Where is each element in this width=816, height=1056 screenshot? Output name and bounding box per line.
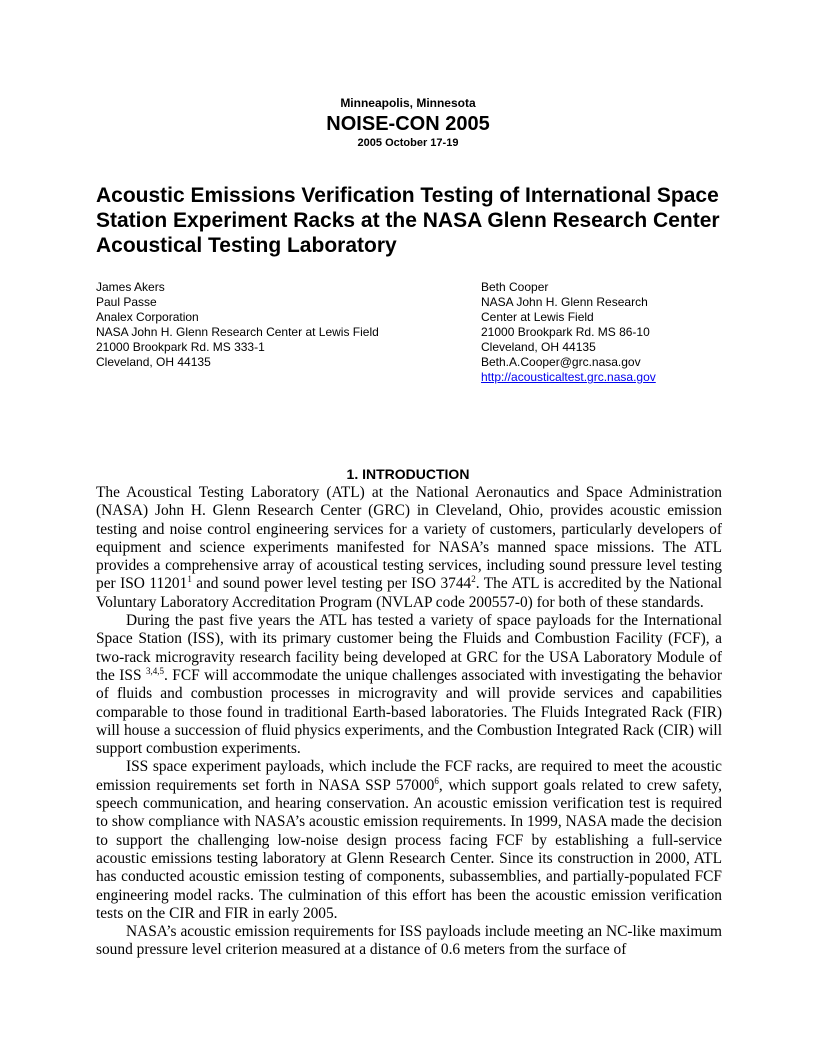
author-address: Cleveland, OH 44135 [96,355,211,369]
author-affiliation: Analex Corporation [96,310,199,324]
authors-right-block [481,280,656,385]
author-affiliation: Center at Lewis Field [481,310,594,324]
author-address: 21000 Brookpark Rd. MS 86-10 [481,325,650,339]
author-affiliation: NASA John H. Glenn Research Center at Lewis Field [96,325,379,339]
conference-date: 2005 October 17-19 [357,137,459,149]
author-email: Beth.A.Cooper@grc.nasa.gov [481,355,641,369]
citation-superscript: 1 [187,574,192,585]
author-address: 21000 Brookpark Rd. MS 333-1 [96,340,265,354]
conference-city: Minneapolis, Minnesota [340,96,476,110]
paragraph: During the past five years the ATL has tested a variety of space payloads for the International Space Station (ISS), with its primary customer being the Fluids and Combustion Facility (FCF), a two-rack microgravity research facility being developed at GRC for the USA Laboratory Module of the ISS $^{3,4,5}$. FCF will accommodate the unique challenges associated with investigating the behavior of fluids and combustion processes in microgravity and will provide services and capabilities comparable to those found in traditional Earth-based laboratories. The Fluids Integrated Rack (FIR) will house a succession of fluid physics experiments, and the Combustion Integrated Rack (CIR) will support combustion experiments. [96,612,722,758]
author-affiliation: NASA John H. Glenn Research [481,295,648,309]
paragraph: The Acoustical Testing Laboratory (ATL) at the National Aeronautics and Space Administration (NASA) John H. Glenn Research Center (GRC) in Cleveland, Ohio, provides acoustic emission testing and noise control engineering services for a variety of customers, particularly developers of equipment and science experiments manifested for NASA’s manned space missions. The ATL provides a comprehensive array of acoustical testing services, including sound pressure level testing per ISO 11201$^1$ and sound power level testing per ISO 3744$^2$. The ATL is accredited by the National Voluntary Laboratory Accreditation Program (NVLAP code 200557-0) for both of these standards. [96,484,722,611]
author-address: Cleveland, OH 44135 [481,340,596,354]
author-name: James Akers [96,280,165,294]
body-text [96,484,722,960]
citation-superscript: 2 [471,574,476,585]
author-name: Paul Passe [96,295,157,309]
paragraph: ISS space experiment payloads, which include the FCF racks, are required to meet the acoustic emission requirements set forth in NASA SSP 57000$^6$, which support goals related to crew safety, speech communication, and hearing conservation. An acoustic emission verification test is required to show compliance with NASA’s acoustic emission requirements. In 1999, NASA made the decision to support the challenging low-noise design process facing FCF by establishing a full-service acoustic emissions testing laboratory at Glenn Research Center. Since its construction in 2000, ATL has conducted acoustic emission testing of components, subassemblies, and partially-populated FCF engineering model racks. The culmination of this effort has been the acoustic emission verification tests on the CIR and FIR in early 2005. [96,758,723,922]
conference-name: NOISE-CON 2005 [326,113,490,135]
paper-title: Acoustic Emissions Verification Testing of International Space Station Experiment Racks at the NASA Glenn Research Center Acoustical Testing Laboratory [96,184,720,257]
section-heading: 1. INTRODUCTION [346,466,470,482]
citation-superscript: 3,4,5 [145,665,164,676]
lab-website-link[interactable]: http://acousticaltest.grc.nasa.gov [481,370,656,384]
paragraph: NASA’s acoustic emission requirements for ISS payloads include meeting an NC-like maximum sound pressure level criterion measured at a distance of 0.6 meters from the surface of [96,923,722,959]
citation-superscript: 6 [434,775,439,786]
authors-left-block [96,280,379,370]
author-name: Beth Cooper [481,280,549,294]
